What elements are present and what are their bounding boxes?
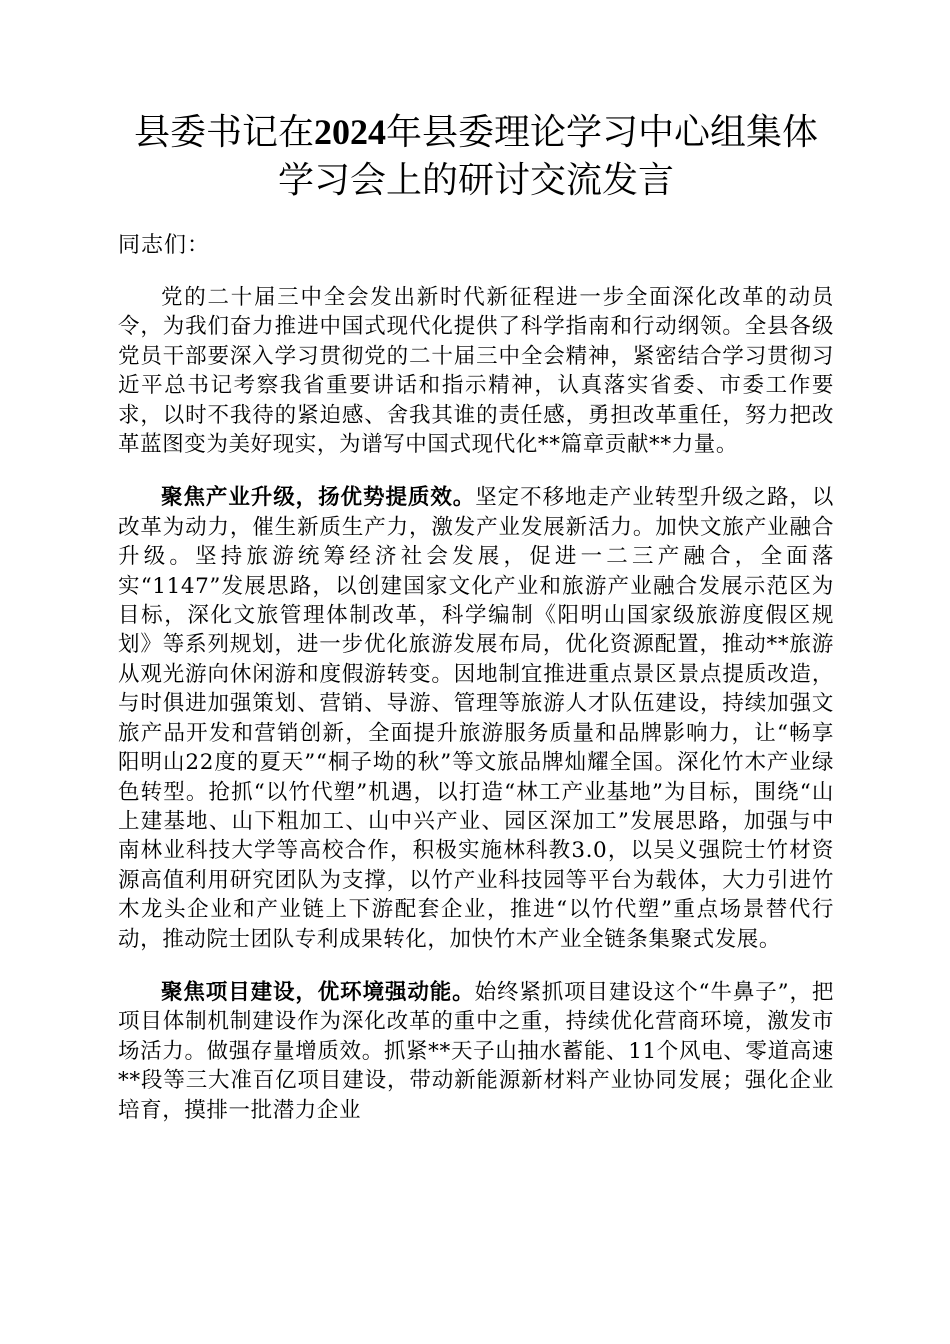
paragraph-project-construction-text: 始终紧抓项目建设这个“牛鼻子”，把项目体制机制建设作为深化改革的重中之重，持续优化营商环境，激发市场活力。做强存量增质效。抓紧**天子山抽水蓄能、11个风电、零道高速**段等三大准百亿项目建设，带动新能源新材料产业协同发展；强化企业培育，摸排一批潜力企业 [118, 979, 834, 1123]
paragraph-industry-upgrade-text: 坚定不移地走产业转型升级之路，以改革为动力，催生新质生产力，激发产业发展新活力。加快文旅产业融合升级。坚持旅游统筹经济社会发展，促进一二三产融合，全面落实“1147”发展思路，以创建国家文化产业和旅游产业融合发展示范区为目标，深化文旅管理体制改革，科学编制《阳明山国家级旅游度假区规划》等系列规划，进一步优化旅游发展布局，优化资源配置，推动**旅游从观光游向休闲游和度假游转变。因地制宜推进重点景区景点提质改造，与时俱进加强策划、营销、导游、管理等旅游人才队伍建设，持续加强文旅产品开发和营销创新，全面提升旅游服务质量和品牌影响力，让“畅享阳明山22度的夏天”“桐子坳的秋”等文旅品牌灿耀全国。深化竹木产业绿色转型。抢抓“以竹代塑”机遇，以打造“林工产业基地”为目标，围绕“山上建基地、山下粗加工、山中兴产业、园区深加工”发展思路，加强与中南林业科技大学等高校合作，积极实施林科教3.0，以吴义强院士竹材资源高值利用研究团队为支撑，以竹产业科技园等平台为载体，大力引进竹木龙头企业和产业链上下游配套企业，推进“以竹代塑”重点场景替代行动，推动院士团队专利成果转化，加快竹木产业全链条集聚式发展。 [118, 485, 835, 952]
title-year: 2024 [314, 112, 386, 152]
paragraph-industry-upgrade-lead: 聚焦产业升级，扬优势提质效。 [161, 485, 476, 511]
salutation: 同志们： [118, 233, 211, 258]
paragraph-project-construction-lead: 聚焦项目建设，优环境强动能。 [161, 979, 475, 1005]
paragraph-project-construction [118, 978, 834, 1125]
title-part-1: 县委书记在 [133, 112, 314, 153]
document-page [118, 108, 834, 1125]
title-part-2: 年县委理论学习中心组集体学习会上的研讨交流发言 [277, 112, 819, 201]
paragraph-intro-text: 党的二十届三中全会发出新时代新征程进一步全面深化改革的动员令，为我们奋力推进中国式现代化提供了科学指南和行动纲领。全县各级党员干部要深入学习贯彻党的二十届三中全会精神，紧密结合学习贯彻习近平总书记考察我省重要讲话和指示精神，认真落实省委、市委工作要求，以时不我待的紧迫感、舍我其谁的责任感，勇担改革重任，努力把改革蓝图变为美好现实，为谱写中国式现代化**篇章贡献**力量。 [118, 285, 834, 458]
paragraph-intro [118, 283, 834, 459]
document-title [118, 108, 834, 205]
paragraph-industry-upgrade [118, 483, 834, 954]
